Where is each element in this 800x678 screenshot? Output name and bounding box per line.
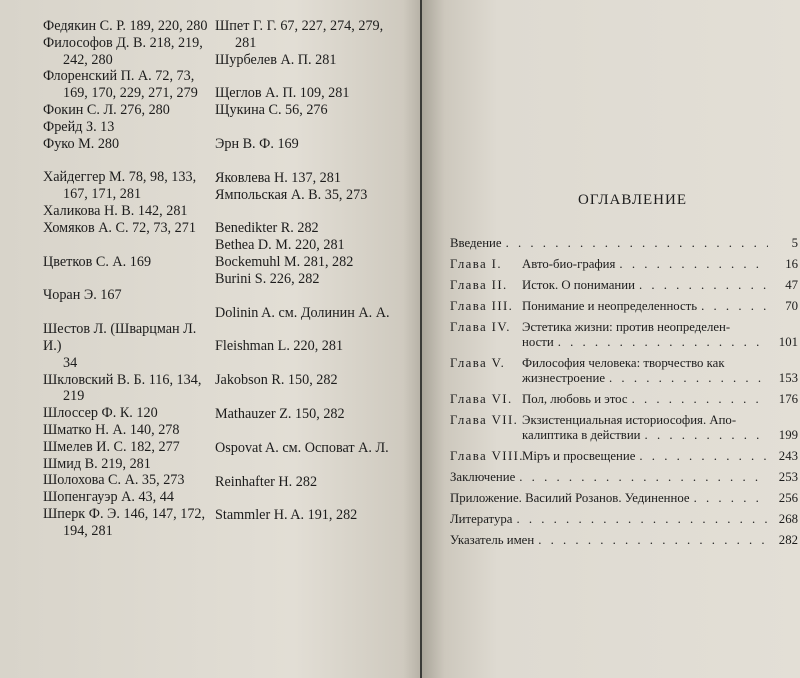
index-letter-gap <box>215 203 415 220</box>
index-entry <box>43 439 213 456</box>
toc-page-number: 253 <box>778 470 798 484</box>
index-entry-text: Флоренский П. А. 72, 73, <box>43 68 195 85</box>
index-entry <box>43 169 213 203</box>
index-entry-text: Reinhafter H. 282 <box>215 473 318 490</box>
index-entry-text: Шкловский В. Б. 116, 134, <box>43 371 202 388</box>
toc-chapter-label: Глава III. <box>450 299 514 313</box>
index-entry <box>215 220 415 237</box>
index-entry <box>215 440 415 457</box>
toc-leader-dots <box>519 470 768 485</box>
index-entry <box>43 372 213 406</box>
index-entry-text: Халикова Н. В. 142, 281 <box>43 202 188 219</box>
toc-entry-title: Указатель имен <box>450 533 535 547</box>
toc-leader-dots <box>516 512 768 527</box>
index-entry-text: Фуко М. 280 <box>43 135 120 152</box>
toc-leader-dots <box>645 428 768 443</box>
toc-leader-dots <box>609 371 768 386</box>
index-entry <box>215 474 415 491</box>
toc-entry <box>450 512 800 527</box>
toc-page-number: 268 <box>778 512 798 526</box>
toc-chapter-label: Глава II. <box>450 278 508 292</box>
index-entry-text: Шмид В. 219, 281 <box>43 455 151 472</box>
index-entry-text: Чоран Э. 167 <box>43 287 122 304</box>
index-entry-text: Эрн В. Ф. 169 <box>215 135 299 152</box>
index-letter-gap <box>215 119 415 136</box>
toc-leader-dots <box>701 299 768 314</box>
index-entry <box>215 102 415 119</box>
index-entry <box>215 237 415 254</box>
index-entry-text: Fleishman L. 220, 281 <box>215 338 344 355</box>
index-entry-text: Хайдеггер М. 78, 98, 133, <box>43 169 197 186</box>
toc-entry-title-continuation: ности <box>522 335 554 349</box>
index-entry <box>43 321 213 371</box>
index-entry-text: Bethea D. M. 220, 281 <box>215 237 345 254</box>
index-entry-continuation: 169, 170, 229, 271, 279 <box>63 85 198 102</box>
toc-page-number: 176 <box>778 392 798 406</box>
toc-leader-dots <box>639 278 768 293</box>
index-entry-text: Фрейд З. 13 <box>43 118 115 135</box>
index-entry-text: Яковлева Н. 137, 281 <box>215 169 341 186</box>
toc-page-number: 5 <box>791 236 798 250</box>
toc-page-number: 153 <box>778 371 798 385</box>
index-column-right <box>215 18 415 524</box>
index-entry-continuation: 34 <box>63 354 78 371</box>
toc-entry <box>450 299 800 314</box>
toc-title: ОГЛАВЛЕНИЕ <box>578 192 687 208</box>
toc-entry <box>450 236 800 251</box>
index-entry-text: Dolinin A. см. Долинин А. А. <box>215 304 390 321</box>
toc-leader-dots <box>558 335 768 350</box>
toc-leader-dots <box>619 257 768 272</box>
index-entry <box>215 18 415 52</box>
index-entry-text: Шпет Г. Г. 67, 227, 274, 279, <box>215 18 384 34</box>
toc-leader-dots <box>632 392 768 407</box>
index-entry-text: Шлоссер Ф. К. 120 <box>43 405 158 422</box>
index-entry <box>43 68 213 102</box>
index-entry-text: Шолохова С. А. 35, 273 <box>43 472 185 489</box>
index-letter-gap <box>215 68 415 85</box>
toc-entry-title-continuation: жизнестроение <box>522 371 606 385</box>
index-entry <box>43 254 213 271</box>
index-letter-gap <box>43 152 213 169</box>
toc-page-number: 16 <box>785 257 798 271</box>
index-letter-gap <box>215 423 415 440</box>
index-entry <box>43 102 213 119</box>
index-entry-text: Шопенгауэр А. 43, 44 <box>43 489 174 506</box>
toc-page-number: 47 <box>785 278 798 292</box>
index-letter-gap <box>215 321 415 338</box>
toc-chapter-label: Глава I. <box>450 257 502 271</box>
toc-page-number: 256 <box>778 491 798 505</box>
toc-entry-title: Экзистенциальная историософия. Апо- <box>522 413 737 427</box>
toc-entry-title: Приложение. Василий Розанов. Уединенное <box>450 491 690 505</box>
toc-entry-title: Философия человека: творчество как <box>522 356 725 370</box>
index-entry <box>43 405 213 422</box>
index-entry-text: Burini S. 226, 282 <box>215 270 320 287</box>
toc-entry <box>450 392 800 407</box>
index-letter-gap <box>215 153 415 170</box>
index-letter-gap <box>215 389 415 406</box>
toc-leader-dots <box>538 533 768 548</box>
toc-entry <box>450 413 800 443</box>
toc-page-number: 243 <box>778 449 798 463</box>
toc-page-number: 70 <box>785 299 798 313</box>
index-entry <box>215 85 415 102</box>
index-entry-text: Философов Д. В. 218, 219, <box>43 34 203 51</box>
index-entry-text: Федякин С. Р. 189, 220, 280 <box>43 18 208 34</box>
index-entry <box>215 372 415 389</box>
toc-entry-title: Пол, любовь и этос <box>522 392 628 406</box>
toc-entry <box>450 491 800 506</box>
index-letter-gap <box>43 304 213 321</box>
toc-leader-dots <box>506 236 768 251</box>
index-entry-text: Шперк Ф. Э. 146, 147, 172, <box>43 505 206 522</box>
index-entry <box>43 422 213 439</box>
toc-entry <box>450 449 800 464</box>
index-entry <box>215 187 415 204</box>
index-entry-text: Щеглов А. П. 109, 281 <box>215 85 350 102</box>
toc-entry-title-continuation: калиптика в действии <box>522 428 641 442</box>
index-entry-continuation: 281 <box>235 34 257 51</box>
index-entry-text: Щукина С. 56, 276 <box>215 102 328 119</box>
index-entry-text: Шурбелев А. П. 281 <box>215 51 337 68</box>
toc-leader-dots <box>639 449 768 464</box>
index-entry-continuation: 167, 171, 281 <box>63 186 142 203</box>
index-entry <box>43 203 213 220</box>
index-entry-text: Jakobson R. 150, 282 <box>215 372 338 389</box>
toc-entry <box>450 356 800 386</box>
index-entry <box>43 119 213 136</box>
index-letter-gap <box>215 457 415 474</box>
index-entry-continuation: 194, 281 <box>63 522 113 539</box>
toc-entry <box>450 257 800 272</box>
index-entry <box>215 52 415 69</box>
index-entry <box>215 305 415 322</box>
index-entry-text: Mathauzer Z. 150, 282 <box>215 405 345 422</box>
toc-chapter-label: Глава V. <box>450 356 506 370</box>
index-entry <box>43 456 213 473</box>
index-entry-text: Шестов Л. (Шварцман Л. И.) <box>43 321 197 354</box>
index-entry-text: Цветков С. А. 169 <box>43 253 152 270</box>
toc-entry-title: Авто-био-графия <box>522 257 616 271</box>
index-entry <box>215 136 415 153</box>
toc-entry-title: Исток. О понимании <box>522 278 635 292</box>
toc-leader-dots <box>694 491 768 506</box>
toc-entry-title: Мiръ и просвещение <box>522 449 636 463</box>
index-entry-continuation: 242, 280 <box>63 51 113 68</box>
index-entry <box>215 338 415 355</box>
toc-page-number: 101 <box>778 335 798 349</box>
index-entry <box>43 506 213 540</box>
toc-chapter-label: Глава VIII. <box>450 449 524 463</box>
index-letter-gap <box>43 270 213 287</box>
toc-entry <box>450 533 800 548</box>
index-entry <box>215 507 415 524</box>
index-entry-continuation: 219 <box>63 388 85 405</box>
index-entry-text: Шмелев И. С. 182, 277 <box>43 438 180 455</box>
toc-chapter-label: Глава VII. <box>450 413 519 427</box>
index-entry-text: Ямпольская А. В. 35, 273 <box>215 186 368 203</box>
index-entry-text: Ospovat A. см. Осповат А. Л. <box>215 439 389 456</box>
index-entry <box>215 406 415 423</box>
index-entry <box>43 18 213 35</box>
index-entry <box>43 287 213 304</box>
index-entry-text: Фокин С. Л. 276, 280 <box>43 101 170 118</box>
toc-page-number: 199 <box>778 428 798 442</box>
index-column-left <box>43 18 213 540</box>
table-of-contents <box>450 236 800 554</box>
toc-entry <box>450 278 800 293</box>
index-entry <box>43 136 213 153</box>
index-entry <box>43 220 213 237</box>
index-entry-text: Bockemuhl M. 281, 282 <box>215 253 354 270</box>
index-entry <box>43 489 213 506</box>
index-entry-text: Stammler H. A. 191, 282 <box>215 507 358 524</box>
toc-entry-title: Литература <box>450 512 513 526</box>
index-entry-text: Шматко Н. А. 140, 278 <box>43 421 180 438</box>
toc-page-number: 282 <box>778 533 798 547</box>
toc-entry <box>450 470 800 485</box>
index-entry-text: Хомяков А. С. 72, 73, 271 <box>43 219 196 236</box>
index-entry-text: Benedikter R. 282 <box>215 220 319 237</box>
index-letter-gap <box>215 490 415 507</box>
index-entry <box>43 35 213 69</box>
index-letter-gap <box>215 355 415 372</box>
index-letter-gap <box>215 288 415 305</box>
index-entry <box>215 254 415 271</box>
index-entry <box>215 271 415 288</box>
index-entry <box>215 170 415 187</box>
toc-entry-title: Понимание и неопределенность <box>522 299 698 313</box>
index-letter-gap <box>43 237 213 254</box>
toc-entry-title: Эстетика жизни: против неопределен- <box>522 320 731 334</box>
toc-chapter-label: Глава IV. <box>450 320 511 334</box>
toc-entry-title: Введение <box>450 236 502 250</box>
toc-chapter-label: Глава VI. <box>450 392 513 406</box>
toc-entry <box>450 320 800 350</box>
index-entry <box>43 472 213 489</box>
toc-entry-title: Заключение <box>450 470 516 484</box>
